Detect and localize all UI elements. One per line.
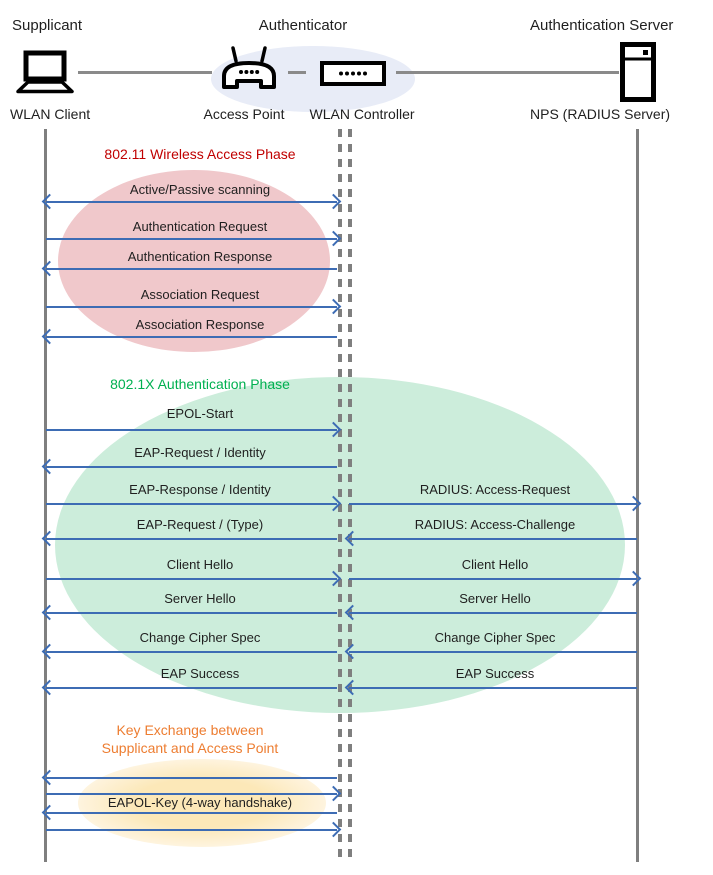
arrow-assoc-response-left — [46, 336, 337, 338]
message-label-scanning: Active/Passive scanning — [129, 182, 271, 197]
message-label-auth-request: Authentication Request — [132, 219, 268, 234]
arrow-eapol-key-msg3-left — [46, 812, 337, 814]
message-label-epol-start: EPOL-Start — [166, 406, 234, 421]
arrow-eapol-key-msg4-right — [46, 829, 337, 831]
device-label-wlan-controller: WLAN Controller — [309, 106, 415, 122]
message-label-eap-success-left: EAP Success — [160, 666, 240, 681]
arrow-server-hello-right-segment-left — [349, 612, 637, 614]
message-label-eap-request-identity: EAP-Request / Identity — [134, 445, 266, 460]
phase-title-key-exchange-line2: Supplicant and Access Point — [101, 740, 279, 756]
connector-ap-to-controller — [288, 71, 306, 74]
phase-title-key-exchange-line1: Key Exchange between — [116, 722, 264, 738]
arrow-client-hello-right-segment-right — [349, 578, 637, 580]
message-label-eapol-key: EAPOL-Key (4-way handshake) — [107, 795, 293, 810]
arrow-change-cipher-left-segment-left — [46, 651, 337, 653]
arrow-epol-start-right — [46, 429, 337, 431]
arrow-radius-access-request-right — [349, 503, 637, 505]
message-label-auth-response: Authentication Response — [127, 249, 273, 264]
connector-controller-to-server — [396, 71, 619, 74]
arrow-change-cipher-right-segment-left — [349, 651, 637, 653]
device-label-wlan-client: WLAN Client — [10, 106, 91, 122]
server-icon — [620, 42, 656, 107]
arrow-auth-response-left — [46, 268, 337, 270]
role-supplicant: Supplicant — [12, 17, 83, 34]
arrow-eap-success-left-segment-left — [46, 687, 337, 689]
message-label-radius-access-request: RADIUS: Access-Request — [419, 482, 571, 497]
access-point-icon — [217, 46, 281, 95]
arrow-eap-request-identity-left — [46, 466, 337, 468]
wlan-controller-icon — [320, 61, 386, 91]
message-label-client-hello-right: Client Hello — [461, 557, 529, 572]
message-label-eap-response-identity: EAP-Response / Identity — [129, 482, 271, 497]
arrow-auth-request-right — [46, 238, 337, 240]
message-label-radius-access-challenge: RADIUS: Access-Challenge — [414, 517, 576, 532]
message-label-server-hello-right: Server Hello — [459, 591, 531, 606]
message-label-server-hello-left: Server Hello — [164, 591, 236, 606]
role-authenticator: Authenticator — [258, 17, 348, 34]
arrow-server-hello-left-segment-left — [46, 612, 337, 614]
message-label-change-cipher-right: Change Cipher Spec — [434, 630, 556, 645]
arrow-radius-access-challenge-left — [349, 538, 637, 540]
lifeline-auth-server — [636, 129, 639, 862]
lifeline-authenticator-dashed-2 — [348, 129, 352, 862]
arrow-client-hello-left-segment-right — [46, 578, 337, 580]
arrow-eap-response-identity-right — [46, 503, 337, 505]
arrow-eap-request-type-left — [46, 538, 337, 540]
phase-title-wireless-access: 802.11 Wireless Access Phase — [104, 146, 296, 162]
role-authentication-server: Authentication Server — [530, 17, 674, 34]
message-label-eap-request-type: EAP-Request / (Type) — [136, 517, 264, 532]
laptop-icon — [14, 50, 76, 100]
message-label-assoc-response: Association Response — [135, 317, 265, 332]
arrow-scanning-bidirectional — [46, 201, 337, 203]
message-label-eap-success-right: EAP Success — [455, 666, 535, 681]
arrow-assoc-request-right — [46, 306, 337, 308]
arrow-eapol-key-msg1-left — [46, 777, 337, 779]
arrow-eap-success-right-segment-left — [349, 687, 637, 689]
device-label-nps: NPS (RADIUS Server) — [530, 106, 671, 122]
message-label-assoc-request: Association Request — [140, 287, 260, 302]
phase-title-dot1x: 802.1X Authentication Phase — [110, 376, 290, 392]
device-label-access-point: Access Point — [203, 106, 285, 122]
connector-client-to-ap — [78, 71, 212, 74]
message-label-change-cipher-left: Change Cipher Spec — [139, 630, 261, 645]
message-label-client-hello-left: Client Hello — [166, 557, 234, 572]
